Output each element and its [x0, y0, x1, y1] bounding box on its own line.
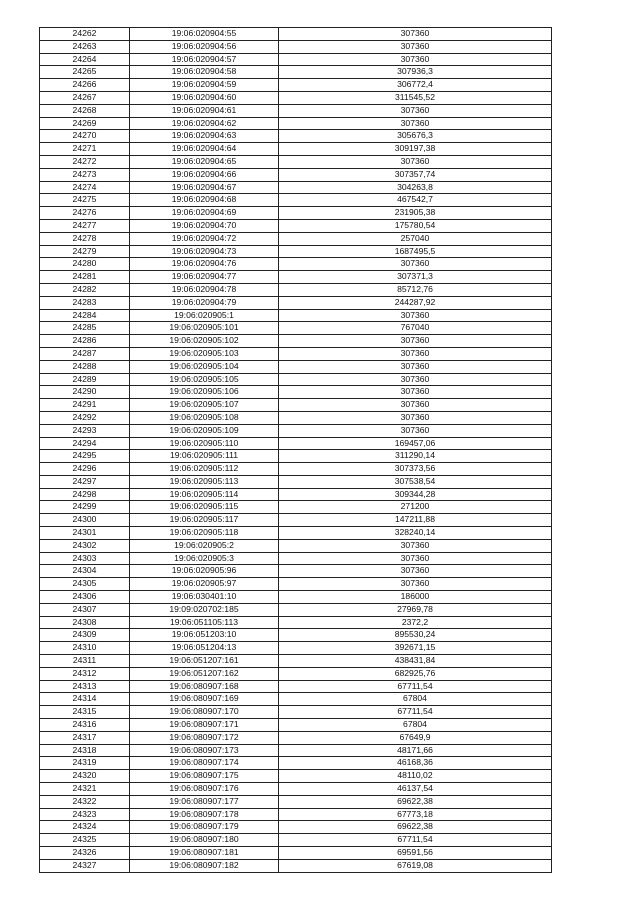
table-row [40, 475, 552, 488]
row-number-cell: 24263 [40, 40, 130, 53]
table-row [40, 719, 552, 732]
value-cell: 67649,9 [279, 731, 552, 744]
row-number-cell: 24283 [40, 296, 130, 309]
row-number-cell: 24266 [40, 79, 130, 92]
table-row [40, 143, 552, 156]
row-number-cell: 24292 [40, 411, 130, 424]
value-cell: 307360 [279, 117, 552, 130]
row-number-cell: 24308 [40, 616, 130, 629]
row-number-cell: 24273 [40, 168, 130, 181]
row-number-cell: 24269 [40, 117, 130, 130]
value-cell: 895530,24 [279, 629, 552, 642]
value-cell: 69591,56 [279, 847, 552, 860]
cadastral-number-cell: 19:06:020904:55 [130, 28, 279, 41]
cadastral-number-cell: 19:06:020904:60 [130, 91, 279, 104]
cadastral-number-cell: 19:06:020905:109 [130, 424, 279, 437]
table-row [40, 79, 552, 92]
row-number-cell: 24297 [40, 475, 130, 488]
value-cell: 307360 [279, 411, 552, 424]
cadastral-number-cell: 19:06:051203:10 [130, 629, 279, 642]
row-number-cell: 24317 [40, 731, 130, 744]
table-row [40, 373, 552, 386]
row-number-cell: 24298 [40, 488, 130, 501]
table-row [40, 808, 552, 821]
row-number-cell: 24275 [40, 194, 130, 207]
cadastral-number-cell: 19:06:051207:161 [130, 655, 279, 668]
value-cell: 46168,36 [279, 757, 552, 770]
value-cell: 307360 [279, 347, 552, 360]
value-cell: 257040 [279, 232, 552, 245]
row-number-cell: 24293 [40, 424, 130, 437]
value-cell: 307360 [279, 399, 552, 412]
value-cell: 186000 [279, 591, 552, 604]
value-cell: 307357,74 [279, 168, 552, 181]
cadastral-number-cell: 19:06:020905:112 [130, 463, 279, 476]
cadastral-number-cell: 19:06:020905:1 [130, 309, 279, 322]
cadastral-number-cell: 19:06:020905:97 [130, 578, 279, 591]
table-row [40, 629, 552, 642]
value-cell: 48171,66 [279, 744, 552, 757]
row-number-cell: 24314 [40, 693, 130, 706]
table-row [40, 527, 552, 540]
row-number-cell: 24264 [40, 53, 130, 66]
cadastral-number-cell: 19:06:020904:67 [130, 181, 279, 194]
table-row [40, 693, 552, 706]
cadastral-number-cell: 19:06:020905:107 [130, 399, 279, 412]
cadastral-number-cell: 19:06:080907:178 [130, 808, 279, 821]
table-row [40, 642, 552, 655]
row-number-cell: 24316 [40, 719, 130, 732]
table-row [40, 283, 552, 296]
table-row [40, 168, 552, 181]
cadastral-number-cell: 19:06:020904:79 [130, 296, 279, 309]
table-row [40, 117, 552, 130]
value-cell: 304263,8 [279, 181, 552, 194]
row-number-cell: 24324 [40, 821, 130, 834]
cadastral-number-cell: 19:06:020905:101 [130, 322, 279, 335]
value-cell: 175780,54 [279, 219, 552, 232]
row-number-cell: 24262 [40, 28, 130, 41]
value-cell: 1687495,5 [279, 245, 552, 258]
cadastral-number-cell: 19:06:020905:115 [130, 501, 279, 514]
table-row [40, 667, 552, 680]
table-row [40, 821, 552, 834]
table-row [40, 437, 552, 450]
table-row [40, 744, 552, 757]
cadastral-number-cell: 19:06:020904:77 [130, 271, 279, 284]
cadastral-number-cell: 19:06:020904:63 [130, 130, 279, 143]
table-row [40, 40, 552, 53]
value-cell: 328240,14 [279, 527, 552, 540]
cadastral-number-cell: 19:06:020905:103 [130, 347, 279, 360]
table-row [40, 834, 552, 847]
row-number-cell: 24304 [40, 565, 130, 578]
value-cell: 67711,54 [279, 834, 552, 847]
row-number-cell: 24286 [40, 335, 130, 348]
cadastral-number-cell: 19:06:020904:69 [130, 207, 279, 220]
value-cell: 307360 [279, 104, 552, 117]
value-cell: 306772,4 [279, 79, 552, 92]
cadastral-number-cell: 19:06:020904:59 [130, 79, 279, 92]
cadastral-number-cell: 19:06:020905:96 [130, 565, 279, 578]
cadastral-number-cell: 19:06:020904:72 [130, 232, 279, 245]
value-cell: 311290,14 [279, 450, 552, 463]
value-cell: 67773,18 [279, 808, 552, 821]
table-row [40, 155, 552, 168]
value-cell: 438431,84 [279, 655, 552, 668]
row-number-cell: 24294 [40, 437, 130, 450]
table-row [40, 488, 552, 501]
table-row [40, 219, 552, 232]
cadastral-number-cell: 19:06:080907:175 [130, 770, 279, 783]
cadastral-number-cell: 19:06:020905:105 [130, 373, 279, 386]
table-row [40, 194, 552, 207]
cadastral-number-cell: 19:06:020905:108 [130, 411, 279, 424]
row-number-cell: 24302 [40, 539, 130, 552]
cadastral-number-cell: 19:06:020904:66 [130, 168, 279, 181]
row-number-cell: 24305 [40, 578, 130, 591]
table-row [40, 706, 552, 719]
row-number-cell: 24309 [40, 629, 130, 642]
value-cell: 69622,38 [279, 795, 552, 808]
table-row [40, 91, 552, 104]
value-cell: 307360 [279, 258, 552, 271]
value-cell: 27969,78 [279, 603, 552, 616]
row-number-cell: 24310 [40, 642, 130, 655]
row-number-cell: 24278 [40, 232, 130, 245]
cadastral-number-cell: 19:06:020904:73 [130, 245, 279, 258]
row-number-cell: 24274 [40, 181, 130, 194]
row-number-cell: 24277 [40, 219, 130, 232]
table-row [40, 28, 552, 41]
value-cell: 307360 [279, 424, 552, 437]
value-cell: 67711,54 [279, 680, 552, 693]
value-cell: 307360 [279, 335, 552, 348]
value-cell: 309344,28 [279, 488, 552, 501]
row-number-cell: 24326 [40, 847, 130, 860]
value-cell: 307936,3 [279, 66, 552, 79]
row-number-cell: 24287 [40, 347, 130, 360]
row-number-cell: 24295 [40, 450, 130, 463]
table-row [40, 322, 552, 335]
row-number-cell: 24306 [40, 591, 130, 604]
cadastral-number-cell: 19:06:080907:171 [130, 719, 279, 732]
row-number-cell: 24279 [40, 245, 130, 258]
table-row [40, 501, 552, 514]
value-cell: 67619,08 [279, 859, 552, 872]
table-row [40, 859, 552, 872]
value-cell: 307360 [279, 539, 552, 552]
cadastral-number-cell: 19:06:020905:118 [130, 527, 279, 540]
table-row [40, 424, 552, 437]
cadastral-number-cell: 19:06:020905:113 [130, 475, 279, 488]
row-number-cell: 24321 [40, 783, 130, 796]
row-number-cell: 24271 [40, 143, 130, 156]
table-row [40, 296, 552, 309]
cadastral-number-cell: 19:06:080907:174 [130, 757, 279, 770]
row-number-cell: 24300 [40, 514, 130, 527]
value-cell: 271200 [279, 501, 552, 514]
cadastral-number-cell: 19:06:080907:172 [130, 731, 279, 744]
row-number-cell: 24270 [40, 130, 130, 143]
value-cell: 467542,7 [279, 194, 552, 207]
value-cell: 311545,52 [279, 91, 552, 104]
cadastral-number-cell: 19:06:080907:177 [130, 795, 279, 808]
cadastral-number-cell: 19:06:051207:162 [130, 667, 279, 680]
row-number-cell: 24325 [40, 834, 130, 847]
cadastral-number-cell: 19:06:020904:57 [130, 53, 279, 66]
table-row [40, 399, 552, 412]
row-number-cell: 24272 [40, 155, 130, 168]
value-cell: 307360 [279, 565, 552, 578]
table-row [40, 578, 552, 591]
row-number-cell: 24265 [40, 66, 130, 79]
row-number-cell: 24288 [40, 360, 130, 373]
value-cell: 2372,2 [279, 616, 552, 629]
value-cell: 307360 [279, 373, 552, 386]
row-number-cell: 24282 [40, 283, 130, 296]
table-row [40, 616, 552, 629]
cadastral-number-cell: 19:09:020702:185 [130, 603, 279, 616]
row-number-cell: 24281 [40, 271, 130, 284]
value-cell: 67804 [279, 719, 552, 732]
value-cell: 147211,88 [279, 514, 552, 527]
cadastral-number-cell: 19:06:020905:102 [130, 335, 279, 348]
value-cell: 67711,54 [279, 706, 552, 719]
table-row [40, 603, 552, 616]
cadastral-number-cell: 19:06:080907:170 [130, 706, 279, 719]
cadastral-number-cell: 19:06:020905:104 [130, 360, 279, 373]
row-number-cell: 24320 [40, 770, 130, 783]
value-cell: 307360 [279, 386, 552, 399]
value-cell: 48110,02 [279, 770, 552, 783]
value-cell: 305676,3 [279, 130, 552, 143]
cadastral-number-cell: 19:06:020905:111 [130, 450, 279, 463]
cadastral-number-cell: 19:06:051105:113 [130, 616, 279, 629]
value-cell: 307360 [279, 53, 552, 66]
table-row [40, 463, 552, 476]
row-number-cell: 24307 [40, 603, 130, 616]
row-number-cell: 24267 [40, 91, 130, 104]
table-row [40, 130, 552, 143]
row-number-cell: 24319 [40, 757, 130, 770]
row-number-cell: 24312 [40, 667, 130, 680]
table-row [40, 539, 552, 552]
cadastral-number-cell: 19:06:020904:56 [130, 40, 279, 53]
table-row [40, 335, 552, 348]
table-row [40, 514, 552, 527]
cadastral-number-cell: 19:06:080907:179 [130, 821, 279, 834]
table-row [40, 655, 552, 668]
row-number-cell: 24303 [40, 552, 130, 565]
table-row [40, 207, 552, 220]
value-cell: 307360 [279, 309, 552, 322]
cadastral-number-cell: 19:06:020904:70 [130, 219, 279, 232]
row-number-cell: 24276 [40, 207, 130, 220]
row-number-cell: 24268 [40, 104, 130, 117]
value-cell: 231905,38 [279, 207, 552, 220]
row-number-cell: 24315 [40, 706, 130, 719]
table-row [40, 847, 552, 860]
value-cell: 307360 [279, 155, 552, 168]
cadastral-number-cell: 19:06:080907:168 [130, 680, 279, 693]
value-cell: 67804 [279, 693, 552, 706]
table-row [40, 53, 552, 66]
cadastral-number-cell: 19:06:020905:117 [130, 514, 279, 527]
cadastral-number-cell: 19:06:020905:114 [130, 488, 279, 501]
row-number-cell: 24322 [40, 795, 130, 808]
cadastral-number-cell: 19:06:020905:3 [130, 552, 279, 565]
table-row [40, 309, 552, 322]
cadastral-number-cell: 19:06:020904:61 [130, 104, 279, 117]
row-number-cell: 24313 [40, 680, 130, 693]
table-row [40, 565, 552, 578]
cadastral-number-cell: 19:06:030401:10 [130, 591, 279, 604]
row-number-cell: 24280 [40, 258, 130, 271]
value-cell: 307373,56 [279, 463, 552, 476]
value-cell: 309197,38 [279, 143, 552, 156]
row-number-cell: 24285 [40, 322, 130, 335]
cadastral-number-cell: 19:06:080907:169 [130, 693, 279, 706]
table-row [40, 104, 552, 117]
cadastral-number-cell: 19:06:080907:180 [130, 834, 279, 847]
table-row [40, 245, 552, 258]
table-row [40, 591, 552, 604]
row-number-cell: 24327 [40, 859, 130, 872]
row-number-cell: 24290 [40, 386, 130, 399]
table-row [40, 783, 552, 796]
cadastral-number-cell: 19:06:020904:64 [130, 143, 279, 156]
value-cell: 392671,15 [279, 642, 552, 655]
value-cell: 682925,76 [279, 667, 552, 680]
value-cell: 767040 [279, 322, 552, 335]
row-number-cell: 24291 [40, 399, 130, 412]
cadastral-number-cell: 19:06:020904:65 [130, 155, 279, 168]
cadastral-number-cell: 19:06:020904:62 [130, 117, 279, 130]
table-row [40, 411, 552, 424]
cadastral-number-cell: 19:06:020904:58 [130, 66, 279, 79]
value-cell: 307360 [279, 28, 552, 41]
value-cell: 307360 [279, 578, 552, 591]
table-row [40, 181, 552, 194]
table-row [40, 258, 552, 271]
row-number-cell: 24318 [40, 744, 130, 757]
table-row [40, 232, 552, 245]
table-row [40, 66, 552, 79]
table-row [40, 450, 552, 463]
value-cell: 85712,76 [279, 283, 552, 296]
table-row [40, 795, 552, 808]
cadastral-number-cell: 19:06:020904:76 [130, 258, 279, 271]
table-row [40, 347, 552, 360]
row-number-cell: 24311 [40, 655, 130, 668]
cadastral-number-cell: 19:06:080907:176 [130, 783, 279, 796]
cadastral-value-table [39, 27, 552, 873]
value-cell: 69622,38 [279, 821, 552, 834]
cadastral-number-cell: 19:06:080907:182 [130, 859, 279, 872]
table-row [40, 360, 552, 373]
table-row [40, 770, 552, 783]
row-number-cell: 24323 [40, 808, 130, 821]
table-row [40, 386, 552, 399]
table-row [40, 552, 552, 565]
row-number-cell: 24296 [40, 463, 130, 476]
value-cell: 307371,3 [279, 271, 552, 284]
cadastral-number-cell: 19:06:020905:110 [130, 437, 279, 450]
value-cell: 46137,54 [279, 783, 552, 796]
value-cell: 244287,92 [279, 296, 552, 309]
table-row [40, 731, 552, 744]
cadastral-number-cell: 19:06:020904:68 [130, 194, 279, 207]
cadastral-number-cell: 19:06:080907:173 [130, 744, 279, 757]
row-number-cell: 24301 [40, 527, 130, 540]
cadastral-number-cell: 19:06:020905:106 [130, 386, 279, 399]
cadastral-number-cell: 19:06:020905:2 [130, 539, 279, 552]
cadastral-number-cell: 19:06:051204:13 [130, 642, 279, 655]
row-number-cell: 24299 [40, 501, 130, 514]
cadastral-number-cell: 19:06:080907:181 [130, 847, 279, 860]
cadastral-number-cell: 19:06:020904:78 [130, 283, 279, 296]
table-row [40, 271, 552, 284]
table-row [40, 680, 552, 693]
row-number-cell: 24284 [40, 309, 130, 322]
value-cell: 307360 [279, 40, 552, 53]
value-cell: 307360 [279, 552, 552, 565]
table-row [40, 757, 552, 770]
table-body [40, 28, 552, 873]
row-number-cell: 24289 [40, 373, 130, 386]
value-cell: 307538,54 [279, 475, 552, 488]
value-cell: 169457,06 [279, 437, 552, 450]
value-cell: 307360 [279, 360, 552, 373]
